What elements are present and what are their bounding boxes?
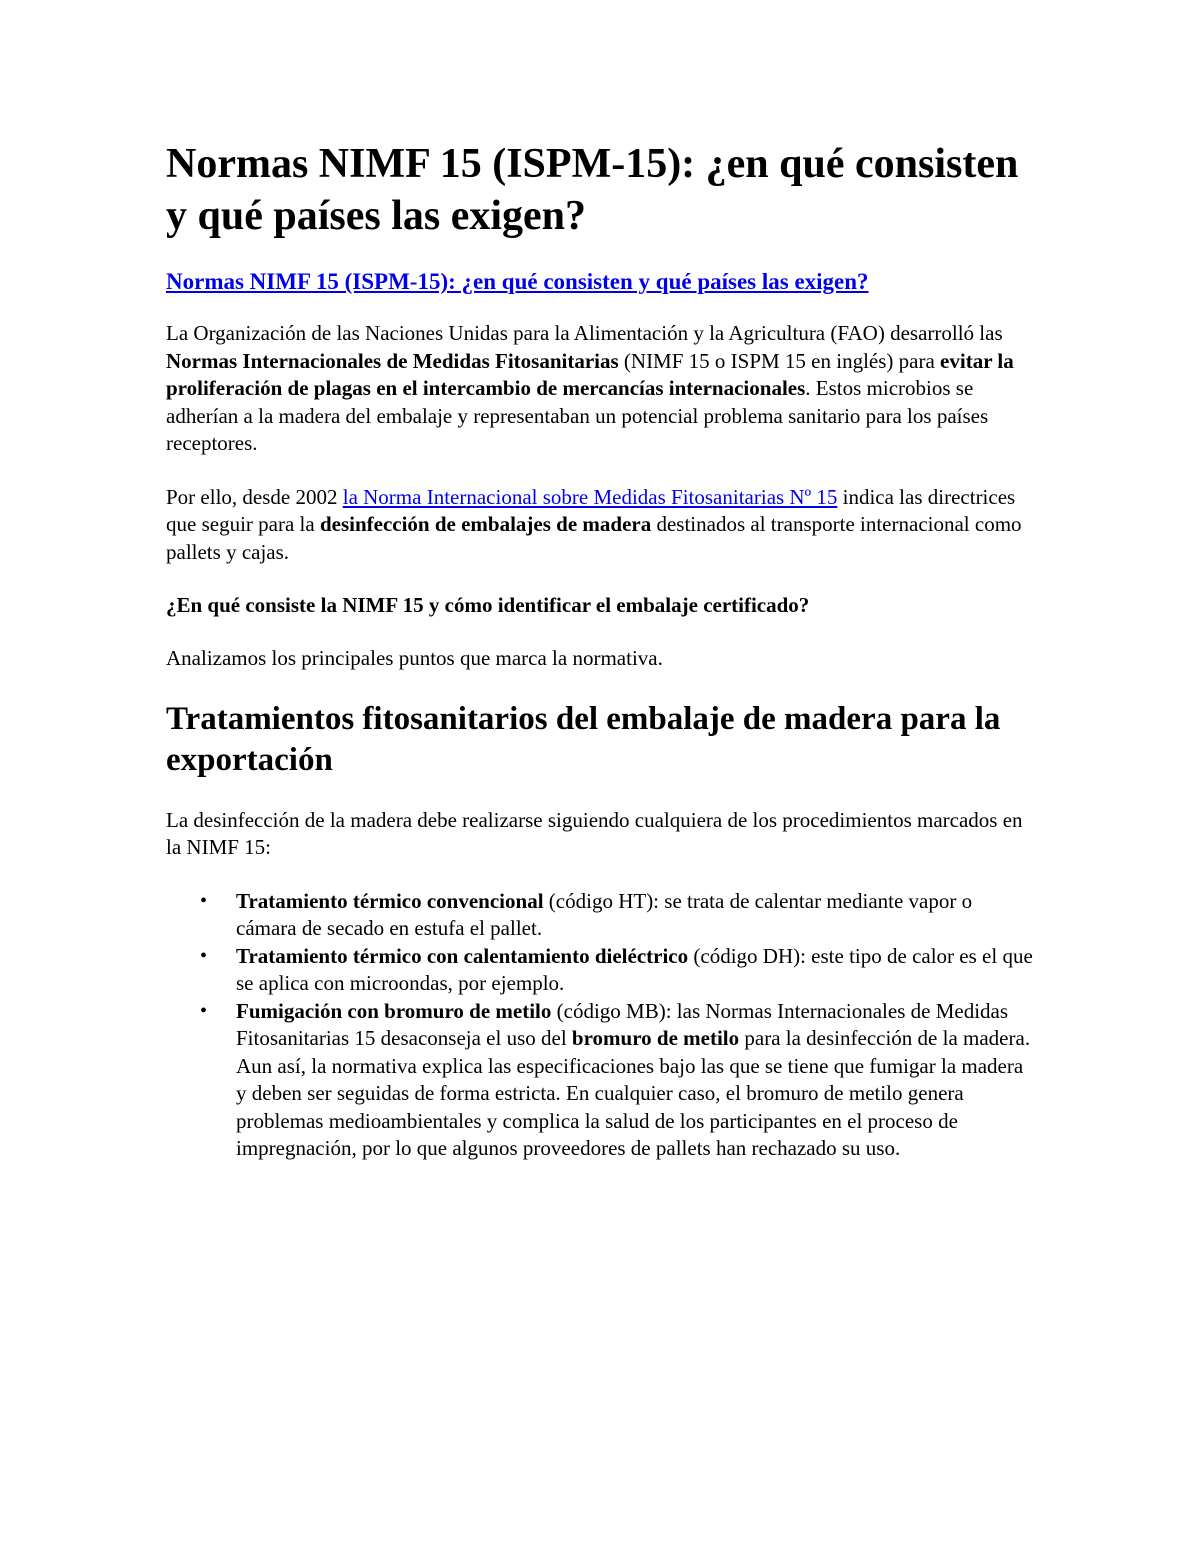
norma-link[interactable]: la Norma Internacional sobre Medidas Fitosanitarias Nº 15 [342,484,838,509]
list-item-bold: Fumigación con bromuro de metilo [236,998,552,1023]
intro-text-2: (NIMF 15 o ISPM 15 en inglés) para [618,348,941,373]
procedures-paragraph: La desinfección de la madera debe realizarse siguiendo cualquiera de los procedimientos marcados en la NIMF 15: [166,807,1023,859]
page-title: Normas NIMF 15 (ISPM-15): ¿en qué consisten y qué países las exigen? [166,141,1019,239]
analysis-paragraph: Analizamos los principales puntos que marca la normativa. [166,646,663,670]
document-page [166,138,1036,1163]
list-item-text: (código MB): las Normas Internacionales de Medidas Fitosanitarias 15 desaconseja el uso del [236,998,1009,1050]
bullet-icon: • [200,944,208,967]
directive-text-1: Por ello, desde 2002 [166,484,343,509]
intro-paragraph [166,320,1036,458]
bullet-icon: • [200,889,208,912]
question-heading: ¿En qué consiste la NIMF 15 y cómo identificar el embalaje certificado? [166,593,810,617]
article-title-link[interactable]: Normas NIMF 15 (ISPM-15): ¿en qué consisten y qué países las exigen? [166,269,869,294]
bullet-icon: • [200,999,208,1022]
list-item-text: (código HT): se trata de calentar mediante vapor o cámara de secado en estufa el pallet. [236,888,973,940]
list-item-text: (código DH): este tipo de calor es el que se aplica con microondas, por ejemplo. [236,943,1033,995]
list-item-text-2: para la desinfección de la madera. Aun así, la normativa explica las especificaciones bajo las que se tiene que fumigar la madera y deben ser seguidas de forma estricta. En cualquier caso, el bromuro de metilo genera problemas medioambientales y complica la salud de los participantes en el proceso de impregnación, por lo que algunos proveedores de pallets han rechazado su uso. [236,1026,1031,1160]
section-title: Tratamientos fitosanitarios del embalaje de madera para la exportación [166,700,1001,778]
list-item [200,943,1036,998]
list-item [200,998,1036,1163]
intro-text-3: . Estos microbios se adherían a la madera del embalaje y representaban un potencial problema sanitario para los países receptores. [166,376,989,455]
list-item-bold-2: bromuro de metilo [571,1026,740,1050]
directive-text-2: indica las directrices que seguir para la [166,484,1016,536]
list-item [200,888,1036,943]
directive-text-3: destinados al transporte internacional como pallets y cajas. [166,512,1022,564]
treatments-list [166,888,1036,1163]
list-item-bold: Tratamiento térmico convencional [236,888,544,913]
directive-bold-1: desinfección de embalajes de madera [319,512,652,536]
directive-paragraph [166,484,1036,567]
intro-bold-2: evitar la proliferación de plagas en el intercambio de mercancías internacionales [166,348,1014,400]
intro-text-1: La Organización de las Naciones Unidas para la Alimentación y la Agricultura (FAO) desarrolló las [166,321,1003,345]
list-item-bold: Tratamiento térmico con calentamiento dieléctrico [236,943,689,968]
intro-bold-1: Normas Internacionales de Medidas Fitosanitarias [166,348,619,373]
